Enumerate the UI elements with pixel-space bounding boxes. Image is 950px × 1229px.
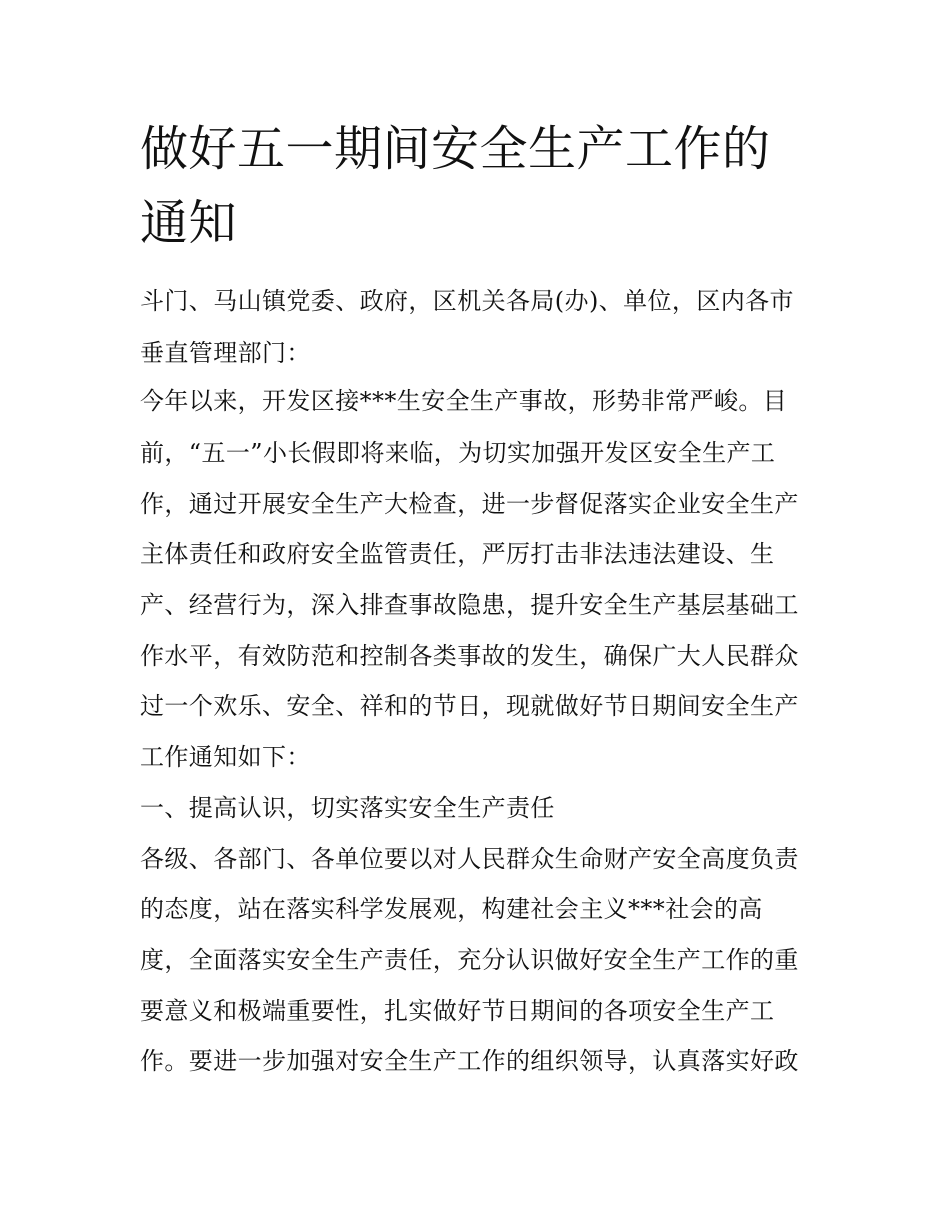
section-heading: 一、提高认识，切实落实安全生产责任	[140, 794, 555, 822]
body-line: 要意义和极端重要性，扎实做好节日期间的各项安全生产工	[140, 997, 775, 1025]
body-line: 作水平，有效防范和控制各类事故的发生，确保广大人民群众	[140, 642, 799, 670]
body-line: 作，通过开展安全生产大检查，进一步督促落实企业安全生产	[140, 490, 799, 518]
body-line: 主体责任和政府安全监管责任，严厉打击非法违法建设、生	[140, 540, 775, 568]
body-line: 斗门、马山镇党委、政府，区机关各局(办)、单位，区内各市	[140, 287, 794, 315]
body-line: 各级、各部门、各单位要以对人民群众生命财产安全高度负责	[140, 845, 799, 873]
body-line: 的态度，站在落实科学发展观，构建社会主义***社会的高	[140, 895, 763, 923]
body-line: 工作通知如下：	[140, 743, 311, 771]
document-title-line-2: 通知	[140, 195, 238, 251]
document-title-line-1: 做好五一期间安全生产工作的	[140, 121, 771, 177]
body-line: 过一个欢乐、安全、祥和的节日，现就做好节日期间安全生产	[140, 692, 799, 720]
body-line: 度，全面落实安全生产责任，充分认识做好安全生产工作的重	[140, 946, 799, 974]
body-line: 产、经营行为，深入排查事故隐患，提升安全生产基层基础工	[140, 591, 799, 619]
body-line: 今年以来，开发区接***生安全生产事故，形势非常严峻。目	[140, 387, 788, 415]
body-line: 作。要进一步加强对安全生产工作的组织领导，认真落实好政	[140, 1047, 799, 1075]
body-line: 垂直管理部门：	[140, 339, 311, 367]
body-line: 前，“五一”小长假即将来临，为切实加强开发区安全生产工	[140, 439, 776, 467]
